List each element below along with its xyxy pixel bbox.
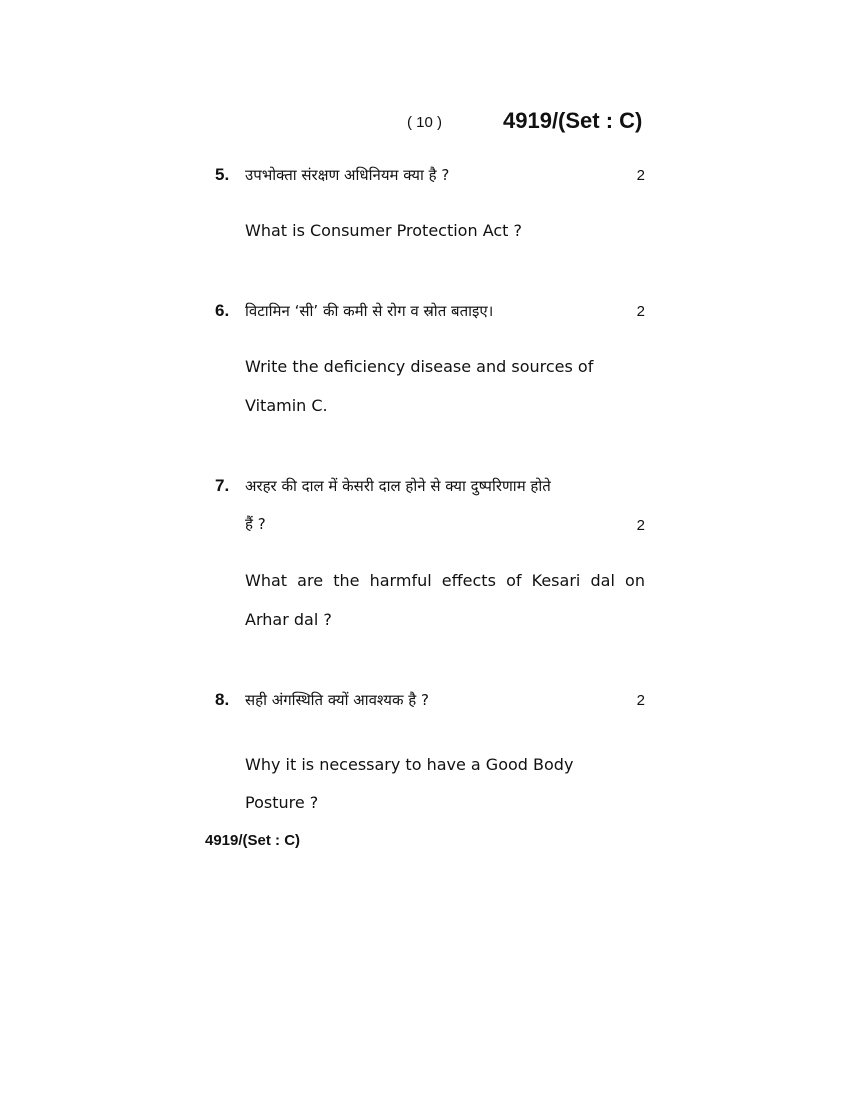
question-5-hindi: उपभोक्ता संरक्षण अधिनियम क्या है ?	[245, 166, 450, 184]
question-6-number: 6.	[215, 301, 230, 320]
question-6-english-line2: Vitamin C.	[245, 396, 328, 415]
question-7-number: 7.	[215, 476, 230, 495]
question-8-english-line2: Posture ?	[245, 793, 319, 812]
question-8-marks: 2	[636, 692, 645, 709]
question-7-hindi-line2: हैं ?	[245, 515, 266, 533]
question-5-english: What is Consumer Protection Act ?	[245, 221, 523, 240]
question-7-english-line1: What are the harmful effects of Kesari dal on	[245, 571, 645, 590]
question-8-english-line1: Why it is necessary to have a Good Body	[245, 755, 574, 774]
question-8-number: 8.	[215, 690, 230, 709]
question-6-marks: 2	[636, 303, 645, 320]
question-7-marks: 2	[636, 517, 645, 534]
question-7-hindi-line1: अरहर की दाल में केसरी दाल होने से क्या दुष्परिणाम होते	[245, 477, 551, 495]
paper-code-header: 4919/(Set : C)	[503, 108, 643, 133]
paper-code-footer: 4919/(Set : C)	[205, 832, 301, 849]
question-8-hindi: सही अंगस्थिति क्यों आवश्यक है ?	[245, 691, 429, 709]
question-5-number: 5.	[215, 165, 230, 184]
question-5-marks: 2	[636, 167, 645, 184]
question-6-english-line1: Write the deficiency disease and sources of	[245, 357, 594, 376]
page-number: ( 10 )	[407, 114, 443, 131]
question-6-hindi: विटामिन ‘सी’ की कमी से रोग व स्रोत बताइए।	[245, 302, 494, 320]
question-7-english-line2: Arhar dal ?	[245, 610, 332, 629]
